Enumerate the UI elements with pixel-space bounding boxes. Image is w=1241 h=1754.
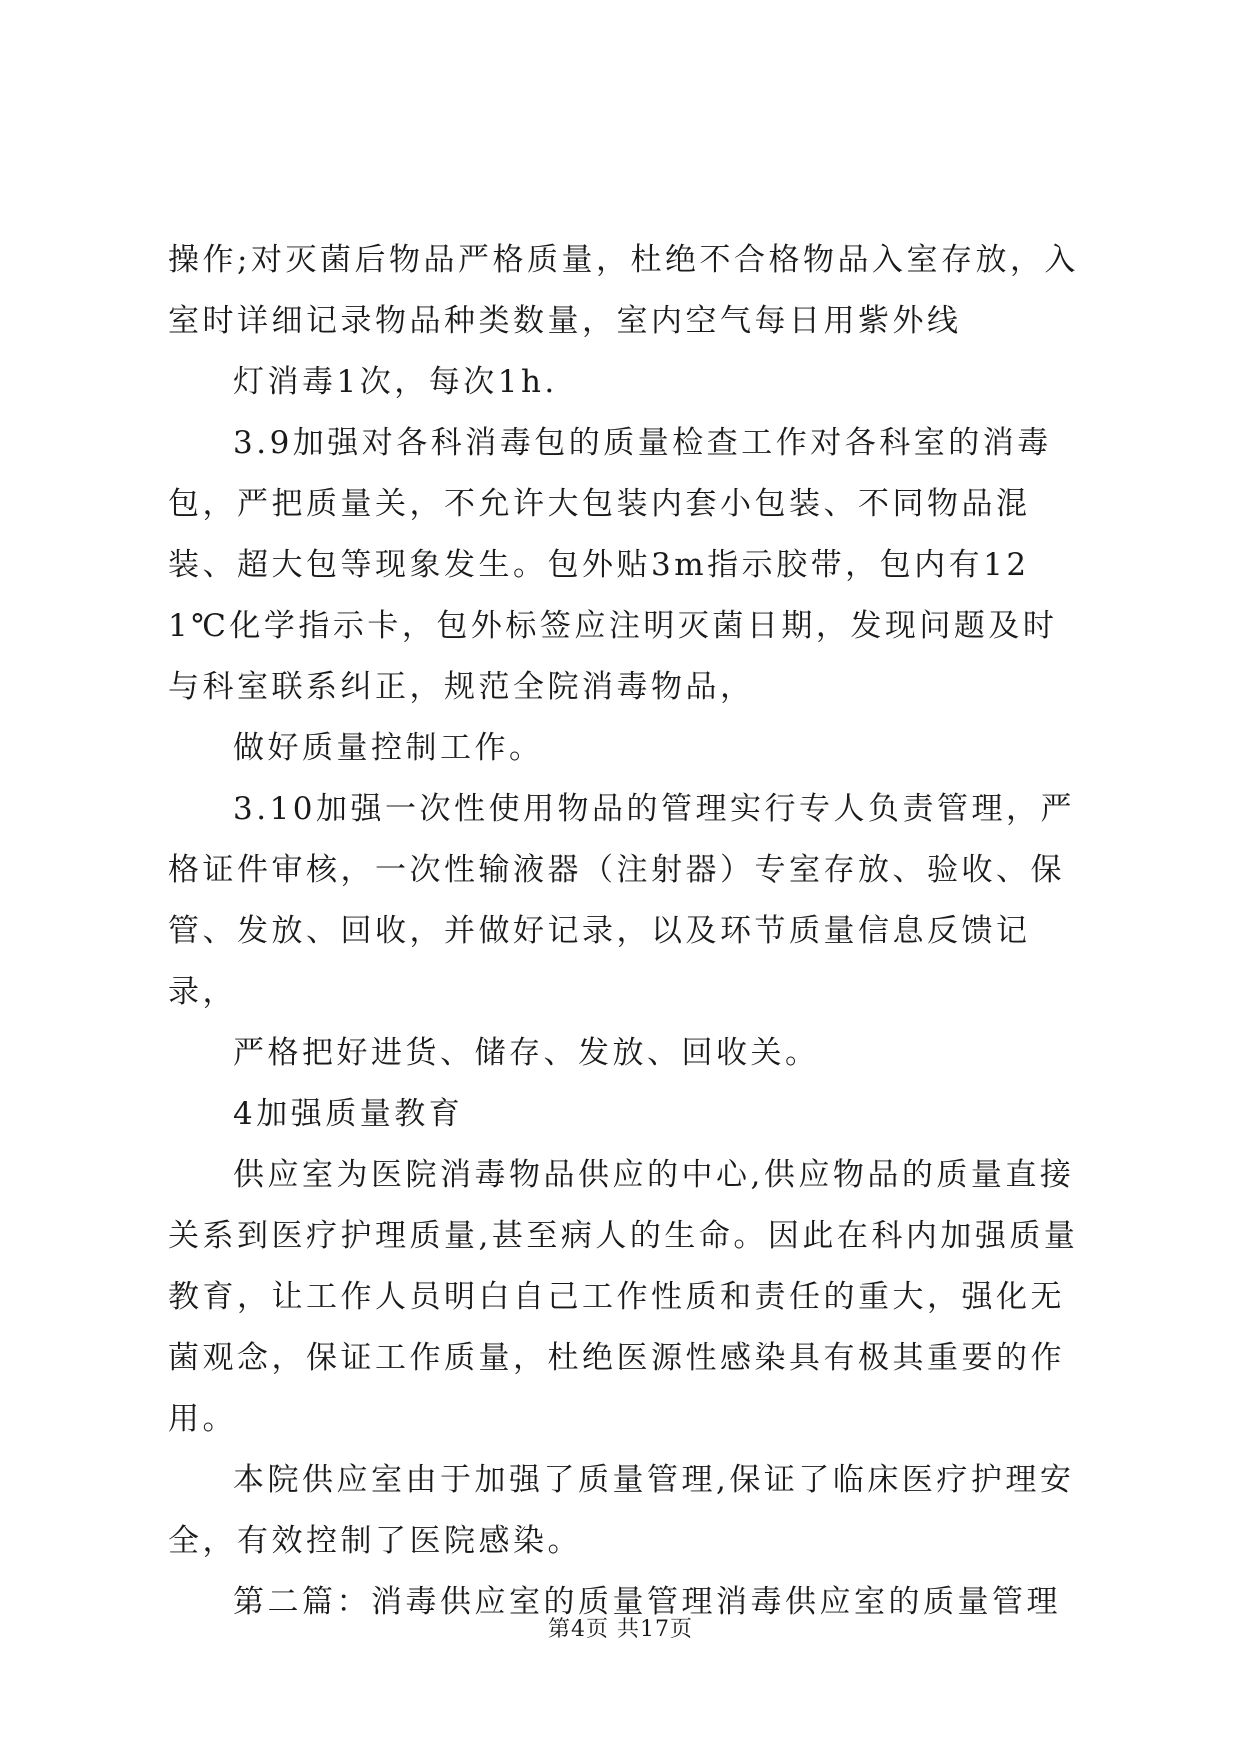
paragraph: 供应室为医院消毒物品供应的中心,供应物品的质量直接关系到医疗护理质量,甚至病人的生命。因此在科内加强质量教育，让工作人员明白自己工作性质和责任的重大，强化无菌观念，保证工作质量，杜绝医源性感染具有极其重要的作用。 [168, 1157, 1079, 1437]
paragraph: 灯消毒1次，每次1h. [233, 364, 558, 400]
paragraph: 操作;对灭菌后物品严格质量，杜绝不合格物品入室存放，入室时详细记录物品种类数量，室内空气每日用紫外线 [168, 242, 1079, 339]
paragraph: 做好质量控制工作。 [233, 730, 544, 766]
page-number-footer: 第4页 共17页 [548, 1617, 693, 1642]
chapter-heading: 第二篇：消毒供应室的质量管理消毒供应室的质量管理 [233, 1584, 1061, 1620]
paragraph: 本院供应室由于加强了质量管理,保证了临床医疗护理安全，有效控制了医院感染。 [168, 1462, 1075, 1559]
paragraph: 严格把好进货、储存、发放、回收关。 [233, 1035, 820, 1071]
document-body [168, 230, 1088, 1633]
paragraph: 3.9加强对各科消毒包的质量检查工作对各科室的消毒包，严把质量关，不允许大包装内套小包装、不同物品混装、超大包等现象发生。包外贴3m指示胶带，包内有121℃化学指示卡，包外标签应注明灭菌日期，发现问题及时与科室联系纠正，规范全院消毒物品， [168, 425, 1058, 705]
paragraph: 3.10加强一次性使用物品的管理实行专人负责管理，严格证件审核，一次性输液器（注射器）专室存放、验收、保管、发放、回收，并做好记录，以及环节质量信息反馈记录， [168, 791, 1076, 1010]
section-heading: 4加强质量教育 [233, 1096, 464, 1132]
